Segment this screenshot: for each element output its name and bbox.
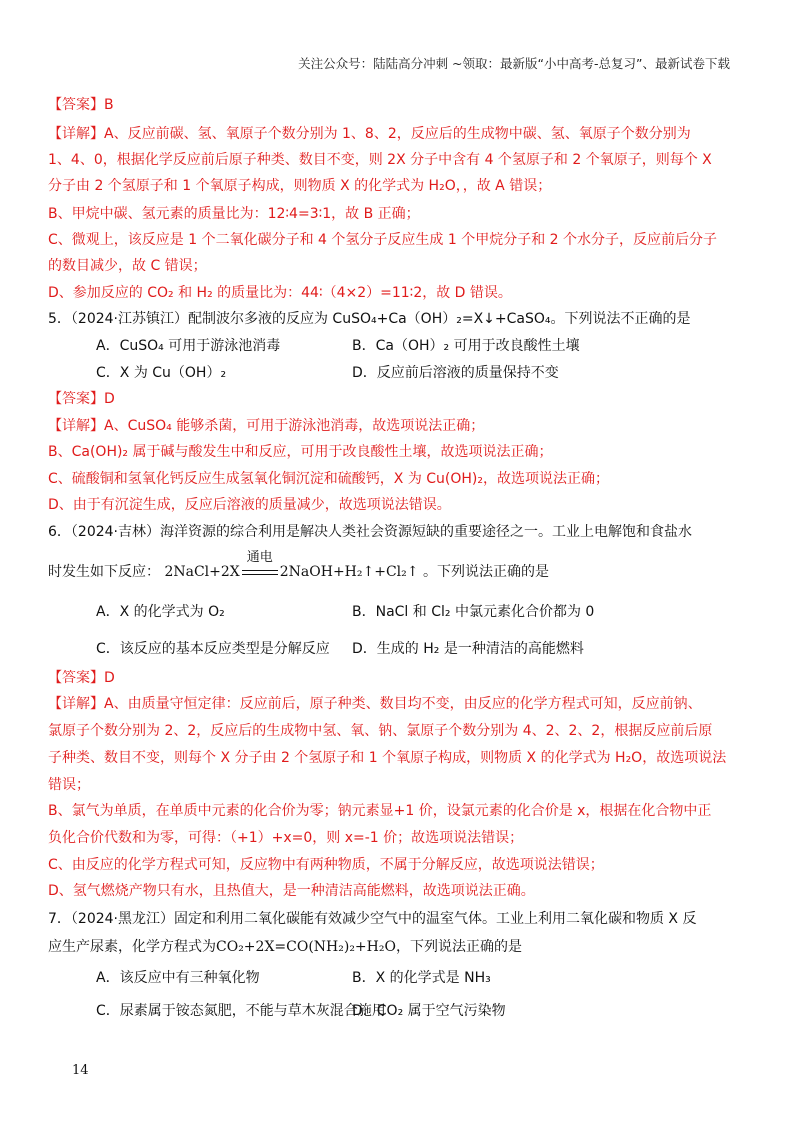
q5-option-a: A．CuSO₄ 可用于游泳池消毒 xyxy=(96,338,281,354)
q4-answer: 【答案】B xyxy=(48,97,114,113)
q6-equation-left: 2NaCl+2X xyxy=(164,564,240,580)
q5-detail-line: B、Ca(OH)₂ 属于碱与酸发生中和反应，可用于改良酸性土壤，故选项说法正确； xyxy=(48,444,553,460)
q4-detail-line: B、甲烷中碳、氢元素的质量比为：12∶4=3∶1，故 B 正确； xyxy=(48,206,420,222)
q6-option-c: C．该反应的基本反应类型是分解反应 xyxy=(96,641,330,657)
q4-detail-line: C、微观上，该反应是 1 个二氧化碳分子和 4 个氢分子反应生成 1 个甲烷分子和 2 个水分子，反应前后分子 xyxy=(48,232,718,248)
q6-option-d: D．生成的 H₂ 是一种清洁的高能燃料 xyxy=(352,641,584,657)
q6-detail-line: 负化合价代数和为零，可得：（+1）+x=0，则 x=-1 价；故选项说法错误； xyxy=(48,830,524,846)
q6-answer: 【答案】D xyxy=(48,670,115,686)
q7-stem-equation-line xyxy=(48,937,522,957)
q5-detail-line: D、由于有沉淀生成，反应后溶液的质量减少，故选项说法错误。 xyxy=(48,497,451,513)
q7-stem-pre: 应生产尿素，化学方程式为 xyxy=(48,939,216,955)
q6-detail-line: 氯原子个数分别为 2、2，反应后的生成物中氢、氧、钠、氯原子个数分别为 4、2、2、2，根据反应前后原 xyxy=(48,723,713,739)
q6-detail-line: 子种类、数目不变，则每个 X 分子由 2 个氢原子和 1 个氧原子构成，则物质 X 的化学式为 H₂O，故选项说法 xyxy=(48,750,727,766)
q5-answer: 【答案】D xyxy=(48,391,115,407)
double-line-icon xyxy=(242,570,278,575)
q6-stem: 6．（2024·吉林）海洋资源的综合利用是解决人类社会资源短缺的重要途径之一。工业上电解饱和食盐水 xyxy=(48,524,692,540)
q7-option-c: C．尿素属于铵态氮肥，不能与草木灰混合施用 xyxy=(96,1003,386,1019)
q5-detail-line: 【详解】A、CuSO₄ 能够杀菌，可用于游泳池消毒，故选项说法正确； xyxy=(48,418,485,434)
q6-equation-right: 2NaOH+H₂↑+Cl₂↑ xyxy=(279,564,419,580)
q6-stem-post: 。下列说法正确的是 xyxy=(422,564,549,580)
q6-equation-condition: 通电 xyxy=(246,550,273,565)
q5-option-d: D．反应前后溶液的质量保持不变 xyxy=(352,365,559,381)
q7-equation: CO₂+2X=CO(NH₂)₂+H₂O xyxy=(216,939,396,955)
q7-option-b: B．X 的化学式是 NH₃ xyxy=(352,970,491,986)
q4-detail-line: 【详解】A、反应前碳、氢、氧原子个数分别为 1、8、2，反应后的生成物中碳、氢、氧原子个数分别为 xyxy=(48,126,691,142)
q7-stem-post: ，下列说法正确的是 xyxy=(395,939,522,955)
page-header: 关注公众号：陆陆高分冲刺 ~领取：最新版“小中高考-总复习”、最新试卷下载 xyxy=(298,56,730,71)
q6-equation xyxy=(164,550,423,580)
q4-detail-line: 1、4、0，根据化学反应前后原子种类、数目不变，则 2X 分子中含有 4 个氢原子和 2 个氧原子，则每个 X xyxy=(48,152,712,168)
q7-option-d: D．CO₂ 属于空气污染物 xyxy=(352,1003,506,1019)
q5-detail-line: C、硫酸铜和氢氧化钙反应生成氢氧化铜沉淀和硫酸钙，X 为 Cu(OH)₂，故选项说法正确； xyxy=(48,471,609,487)
q6-detail-line: C、由反应的化学方程式可知，反应物中有两种物质，不属于分解反应，故选项说法错误； xyxy=(48,857,604,873)
q5-option-c: C．X 为 Cu（OH）₂ xyxy=(96,365,227,381)
q6-option-a: A．X 的化学式为 O₂ xyxy=(96,604,225,620)
q4-detail-line: 的数目减少，故 C 错误； xyxy=(48,258,207,274)
page-number: 14 xyxy=(72,1063,89,1078)
q6-equation-arrow xyxy=(240,550,280,582)
q7-option-a: A．该反应中有三种氧化物 xyxy=(96,970,260,986)
q6-detail-line: B、氯气为单质，在单质中元素的化合价为零；钠元素显+1 价，设氯元素的化合价是 x，根据在化合物中正 xyxy=(48,803,712,819)
q4-detail-line: D、参加反应的 CO₂ 和 H₂ 的质量比为：44∶（4×2）=11∶2，故 D 错误。 xyxy=(48,285,512,301)
q4-detail-line: 分子由 2 个氢原子和 1 个氧原子构成，则物质 X 的化学式为 H₂O，，故 A 错误； xyxy=(48,178,552,194)
q6-detail-line: D、氢气燃烧产物只有水，且热值大，是一种清洁高能燃料，故选项说法正确。 xyxy=(48,883,535,899)
q6-option-b: B．NaCl 和 Cl₂ 中氯元素化合价都为 0 xyxy=(352,604,595,620)
q6-stem-equation-line xyxy=(48,550,549,582)
q6-detail-line: 【详解】A、由质量守恒定律：反应前后，原子种类、数目均不变，由反应的化学方程式可知，反应前钠、 xyxy=(48,696,702,712)
q6-detail-line: 错误； xyxy=(48,777,90,793)
q5-option-b: B．Ca（OH）₂ 可用于改良酸性土壤 xyxy=(352,338,580,354)
q5-stem: 5．（2024·江苏镇江）配制波尔多液的反应为 CuSO₄+Ca（OH）₂=X↓+CaSO₄。下列说法不正确的是 xyxy=(48,311,691,327)
q7-stem: 7．（2024·黑龙江）固定和利用二氧化碳能有效减少空气中的温室气体。工业上利用二氧化碳和物质 X 反 xyxy=(48,911,697,927)
q6-stem-pre: 时发生如下反应： xyxy=(48,564,160,580)
